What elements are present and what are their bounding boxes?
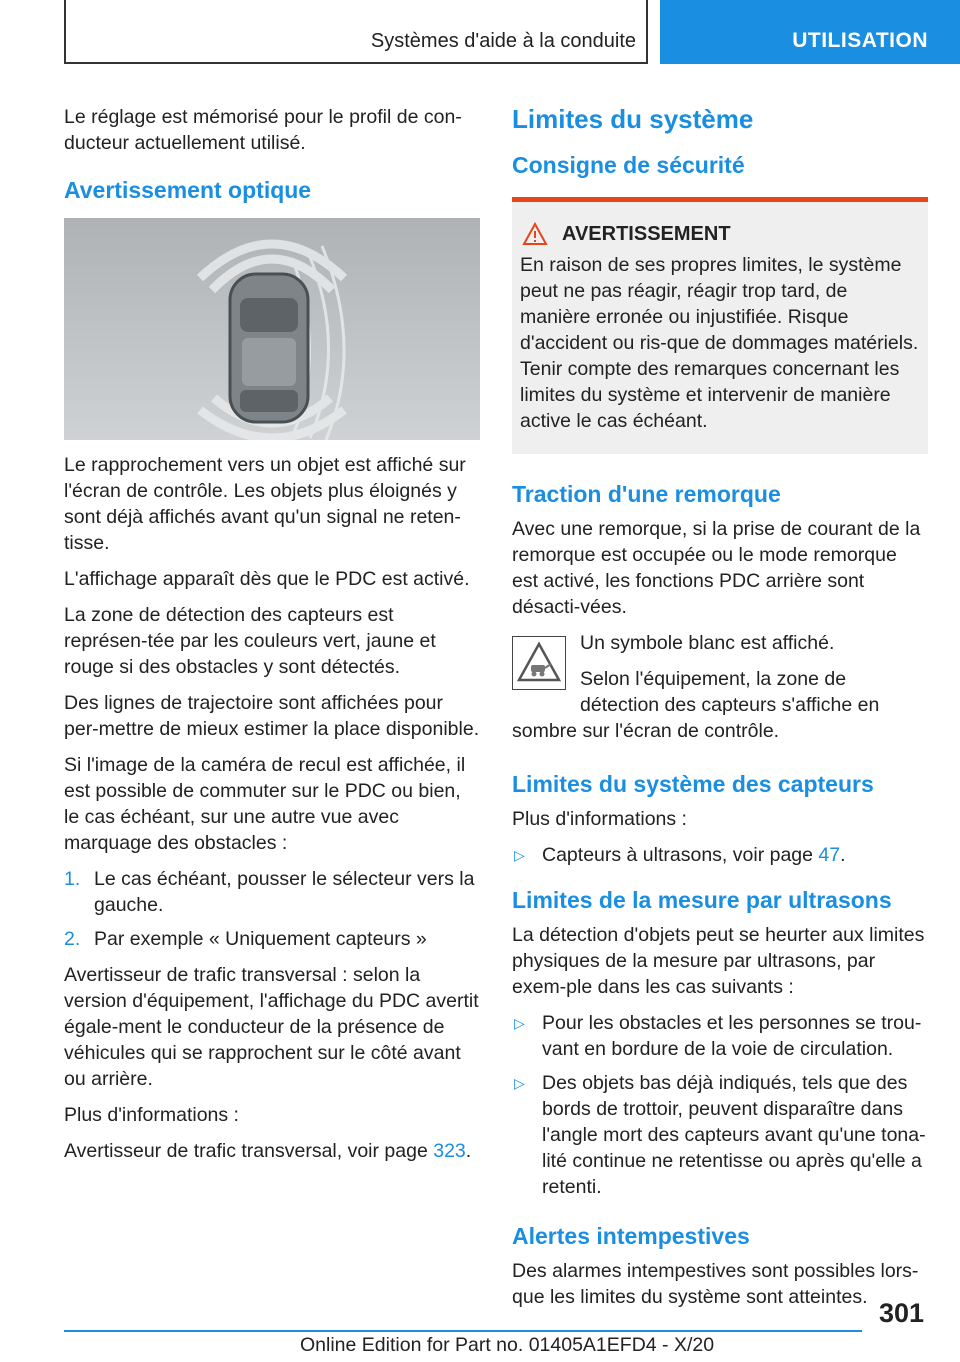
reference-text: Avertisseur de trafic transversal, voir page xyxy=(64,1140,434,1162)
warning-title: AVERTISSEMENT xyxy=(562,222,731,245)
trailer-pdc-symbol xyxy=(512,636,566,690)
reference-end: . xyxy=(465,1140,472,1162)
paragraph-camera: Si l'image de la caméra de recul est affichée, il est possible de commuter sur le PDC ou bien, le cas échéant, sur une autre vue avec marquage des obstacles : xyxy=(64,754,466,854)
paragraph-trailer: Avec une remorque, si la prise de courant de la remorque est occupée ou le mode remorque est activé, les fonctions PDC arrière sont désacti-vées. xyxy=(512,518,921,618)
intro-text: Le réglage est mémorisé pour le profil de con-ducteur actuellement utilisé. xyxy=(64,106,462,154)
paragraph-detection-zone: La zone de détection des capteurs est représen-tée par les couleurs vert, jaune et rouge si des obstacles y sont détectés. xyxy=(64,604,436,678)
triangle-bullet-icon: ▷ xyxy=(514,1015,525,1031)
cross-reference xyxy=(64,1138,480,1164)
heading-safety-notice: Consigne de sécurité xyxy=(512,152,745,178)
header-section-title: Systèmes d'aide à la conduite xyxy=(370,30,636,52)
heading-system-limits: Limites du système xyxy=(512,104,754,134)
step-text: Le cas échéant, pousser le sélecteur vers la gauche. xyxy=(94,868,475,916)
sensor-reference-list xyxy=(512,842,928,868)
symbol-note xyxy=(512,630,928,744)
reference-end: . xyxy=(840,844,846,866)
warning-box xyxy=(512,197,928,454)
page-number: 301 xyxy=(878,1298,924,1328)
list-item xyxy=(64,866,480,918)
paragraph-more-info-sensors: Plus d'informations : xyxy=(512,808,687,830)
footer-edition: Online Edition for Part no. 01405A1EFD4 - X/20 xyxy=(300,1334,715,1356)
reference-text: Capteurs à ultrasons, voir page xyxy=(542,844,819,866)
paragraph-trajectory: Des lignes de trajectoire sont affichées pour per-mettre de mieux estimer la place disponible. xyxy=(64,692,480,740)
heading-ultrasonic-limits: Limites de la mesure par ultrasons xyxy=(512,887,892,913)
triangle-bullet-icon: ▷ xyxy=(514,847,525,863)
paragraph-cross-traffic: Avertisseur de trafic transversal : selon la version d'équipement, l'affichage du PDC avertit égale-ment le conducteur de la présence de véhicules qui se rapprochent sur le côté avant ou arrière. xyxy=(64,964,479,1090)
paragraph-white-symbol: Un symbole blanc est affiché. xyxy=(580,632,835,654)
pdc-display-image xyxy=(64,218,480,440)
paragraph-more-info: Plus d'informations : xyxy=(64,1104,239,1126)
paragraph-dark-zone: Selon l'équipement, la zone de détection des capteurs s'affiche en sombre sur l'écran de contrôle. xyxy=(512,668,880,742)
step-text: Par exemple « Uniquement capteurs » xyxy=(94,928,427,950)
case-text: Pour les obstacles et les personnes se trou-vant en bordure de la voie de circulation. xyxy=(542,1012,922,1060)
page-link-47[interactable]: 47 xyxy=(818,844,841,866)
paragraph-activation: L'affichage apparaît dès que le PDC est activé. xyxy=(64,568,470,590)
heading-sensor-limits: Limites du système des capteurs xyxy=(512,771,874,797)
pdc-car-illustration xyxy=(64,218,480,440)
footer-divider xyxy=(64,1330,862,1332)
steps-list xyxy=(64,866,480,952)
paragraph-approach: Le rapprochement vers un objet est affiché sur l'écran de contrôle. Les objets plus éloignés y sont déjà affichés avant qu'un signal ne reten-tisse. xyxy=(64,454,466,554)
paragraph-ultrasonic: La détection d'objets peut se heurter aux limites physiques de la mesure par ultrasons, par exem-ple dans les cas suivants : xyxy=(512,924,925,998)
step-number: 1. xyxy=(64,868,81,890)
warning-title-row xyxy=(520,222,920,246)
list-item xyxy=(512,1070,928,1200)
car-icon xyxy=(230,274,308,422)
header-chapter-tab[interactable]: UTILISATION xyxy=(660,0,960,64)
warning-triangle-icon xyxy=(522,222,548,246)
case-text: Des objets bas déjà indiqués, tels que des bords de trottoir, peuvent disparaître dans l'angle mort des capteurs avant qu'une tona-lité continue ne retentisse ou après qu'elle a retenti. xyxy=(542,1072,926,1198)
warning-text: En raison de ses propres limites, le système peut ne pas réagir, réagir trop tard, de manière erronée ou injustifiée. Risque d'accident ou ris-que de dommages matériels. Tenir compte des remarques concernant les limites du système et intervenir de manière active le cas échéant. xyxy=(520,254,919,432)
heading-optical-warning: Avertissement optique xyxy=(64,177,312,203)
ultrasonic-cases-list xyxy=(512,1010,928,1200)
list-item xyxy=(64,926,480,952)
heading-trailer-towing: Traction d'une remorque xyxy=(512,481,781,507)
left-column xyxy=(64,104,480,1174)
triangle-bullet-icon: ▷ xyxy=(514,1075,525,1091)
step-number: 2. xyxy=(64,928,81,950)
heading-false-alerts: Alertes intempestives xyxy=(512,1223,750,1249)
paragraph-false-alerts: Des alarmes intempestives sont possibles lors-que les limites du système sont atteintes. xyxy=(512,1260,919,1308)
page-link-323[interactable]: 323 xyxy=(433,1140,466,1162)
list-item xyxy=(512,842,928,868)
right-column xyxy=(512,104,928,1320)
list-item xyxy=(512,1010,928,1062)
trailer-warning-icon xyxy=(513,637,565,689)
